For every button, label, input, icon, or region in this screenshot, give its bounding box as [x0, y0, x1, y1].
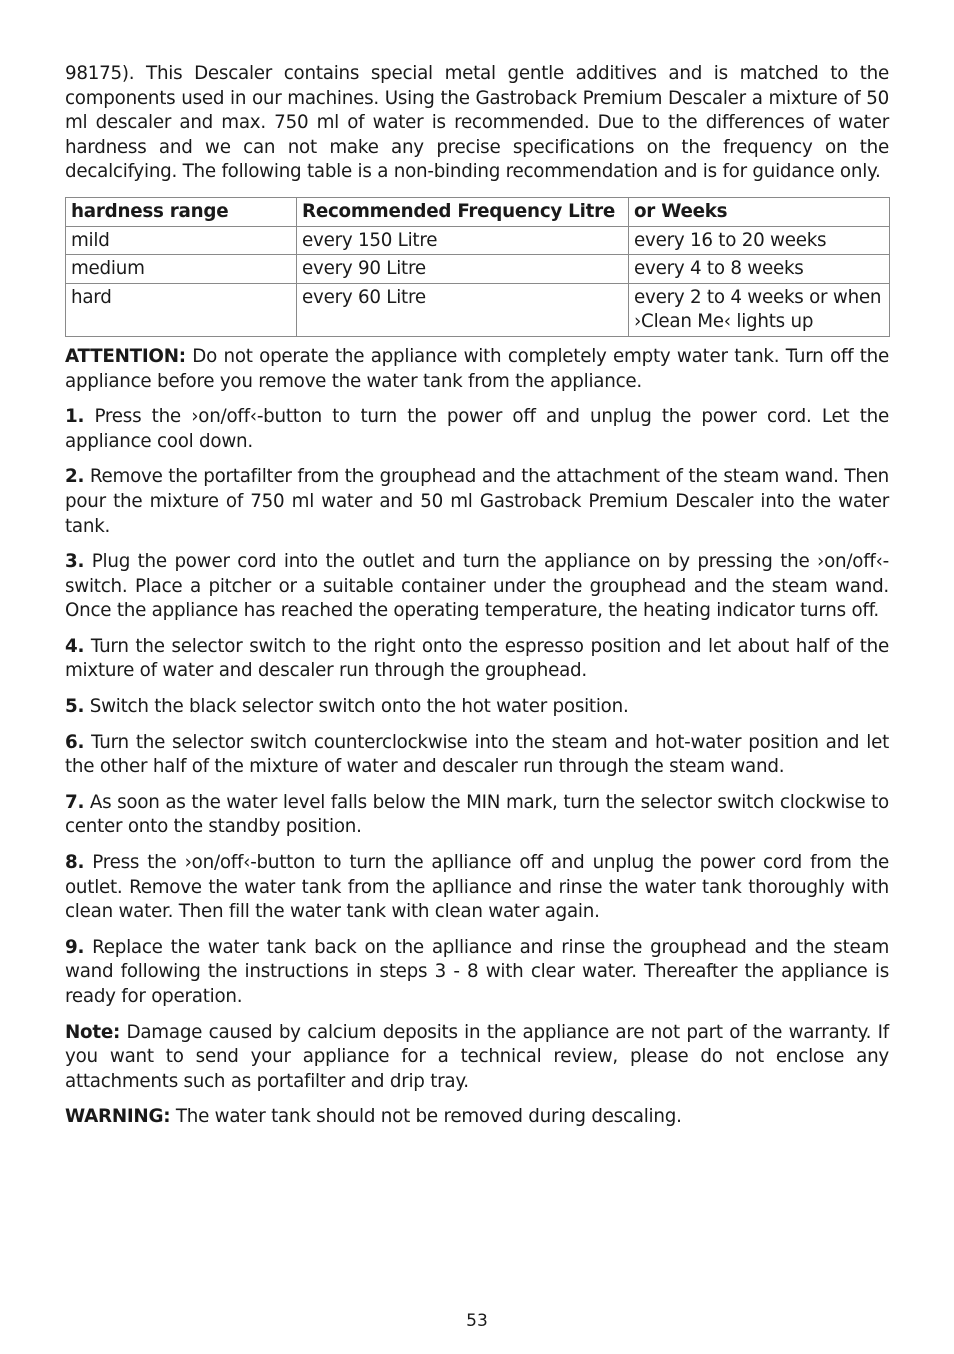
table-header-row — [66, 197, 890, 226]
table-cell: hard — [66, 283, 297, 336]
step-number: 7. — [65, 791, 85, 813]
table-row — [66, 283, 890, 336]
step-text: Replace the water tank back on the aplliance and rinse the grouphead and the steam wand following the instructions in steps 3 - 8 with clear water. Thereafter the appliance is ready for operation. — [65, 936, 889, 1007]
step-text: Press the ›on/off‹-button to turn the aplliance off and unplug the power cord from the outlet. Remove the water tank from the aplliance and rinse the water tank thoroughly with clean water. Then fill the water tank with clean water again. — [65, 852, 889, 923]
step-3 — [65, 550, 889, 624]
warning-label: WARNING: — [65, 1106, 171, 1128]
document-page — [65, 62, 889, 1141]
step-number: 2. — [65, 466, 85, 488]
table-row — [66, 255, 890, 284]
note-paragraph — [65, 1021, 889, 1095]
step-8 — [65, 851, 889, 925]
attention-paragraph — [65, 345, 889, 394]
table-row — [66, 226, 890, 255]
step-6 — [65, 731, 889, 780]
step-number: 1. — [65, 406, 85, 428]
step-number: 3. — [65, 551, 85, 573]
table-cell: every 60 Litre — [297, 283, 629, 336]
table-cell: medium — [66, 255, 297, 284]
step-7 — [65, 791, 889, 840]
step-text: Remove the portafilter from the grouphead and the attachment of the steam wand. Then pour the mixture of 750 ml water and 50 ml Gastroback Premium Descaler into the water tank. — [65, 466, 889, 537]
step-5 — [65, 695, 889, 720]
step-1 — [65, 405, 889, 454]
table-cell: every 16 to 20 weeks — [629, 226, 890, 255]
page-number: 53 — [466, 1311, 488, 1331]
step-9 — [65, 936, 889, 1010]
note-text: Damage caused by calcium deposits in the appliance are not part of the warranty. If you want to send your appliance for a technical review, please do not enclose any attachments such as portafilter and drip tray. — [65, 1021, 889, 1092]
step-number: 5. — [65, 696, 85, 718]
step-number: 6. — [65, 731, 85, 753]
step-text: Press the ›on/off‹-button to turn the power off and unplug the power cord. Let the appliance cool down. — [65, 406, 889, 452]
step-number: 9. — [65, 936, 85, 958]
table-cell: mild — [66, 226, 297, 255]
step-4 — [65, 635, 889, 684]
descaling-frequency-table — [65, 197, 890, 337]
step-text: Plug the power cord into the outlet and turn the appliance on by pressing the ›on/off‹-switch. Place a pitcher or a suitable container under the grouphead and the steam wand. Once the appliance has reached the operating temperature, the heating indicator turns off. — [65, 551, 889, 622]
note-label: Note: — [65, 1021, 121, 1043]
warning-text: The water tank should not be removed during descaling. — [170, 1106, 682, 1128]
step-number: 4. — [65, 635, 85, 657]
step-text: Turn the selector switch to the right onto the espresso position and let about half of the mixture of water and descaler run through the grouphead. — [65, 635, 889, 682]
step-2 — [65, 465, 889, 539]
table-cell: every 4 to 8 weeks — [629, 255, 890, 284]
intro-paragraph: 98175). This Descaler contains special metal gentle additives and is matched to the components used in our machines. Using the Gastroback Premium Descaler a mixture of 50 ml descaler and max. 750 ml of water is recommended. Due to the differences of water hardness and we can not make any precise specifications on the frequency on the decalcifying. The following table is a non-binding recommendation and is for guidance only. — [65, 63, 889, 183]
table-cell: every 90 Litre — [297, 255, 629, 284]
header-hardness-range: hardness range — [66, 197, 297, 226]
step-text: Turn the selector switch counterclockwise into the steam and hot-water position and let the other half of the mixture of water and descaler run through the steam wand. — [65, 731, 889, 778]
step-text: Switch the black selector switch onto the hot water position. — [84, 696, 629, 718]
header-weeks: or Weeks — [629, 197, 890, 226]
attention-label: ATTENTION: — [65, 345, 186, 367]
step-text: As soon as the water level falls below the MIN mark, turn the selector switch clockwise to center onto the standby position. — [65, 791, 889, 838]
table-cell: every 150 Litre — [297, 226, 629, 255]
header-frequency-litre: Recommended Frequency Litre — [297, 197, 629, 226]
attention-text: Do not operate the appliance with completely empty water tank. Turn off the appliance before you remove the water tank from the appliance. — [65, 345, 889, 392]
step-number: 8. — [65, 852, 85, 874]
warning-paragraph — [65, 1105, 889, 1130]
table-cell: every 2 to 4 weeks or when ›Clean Me‹ lights up — [629, 283, 890, 336]
